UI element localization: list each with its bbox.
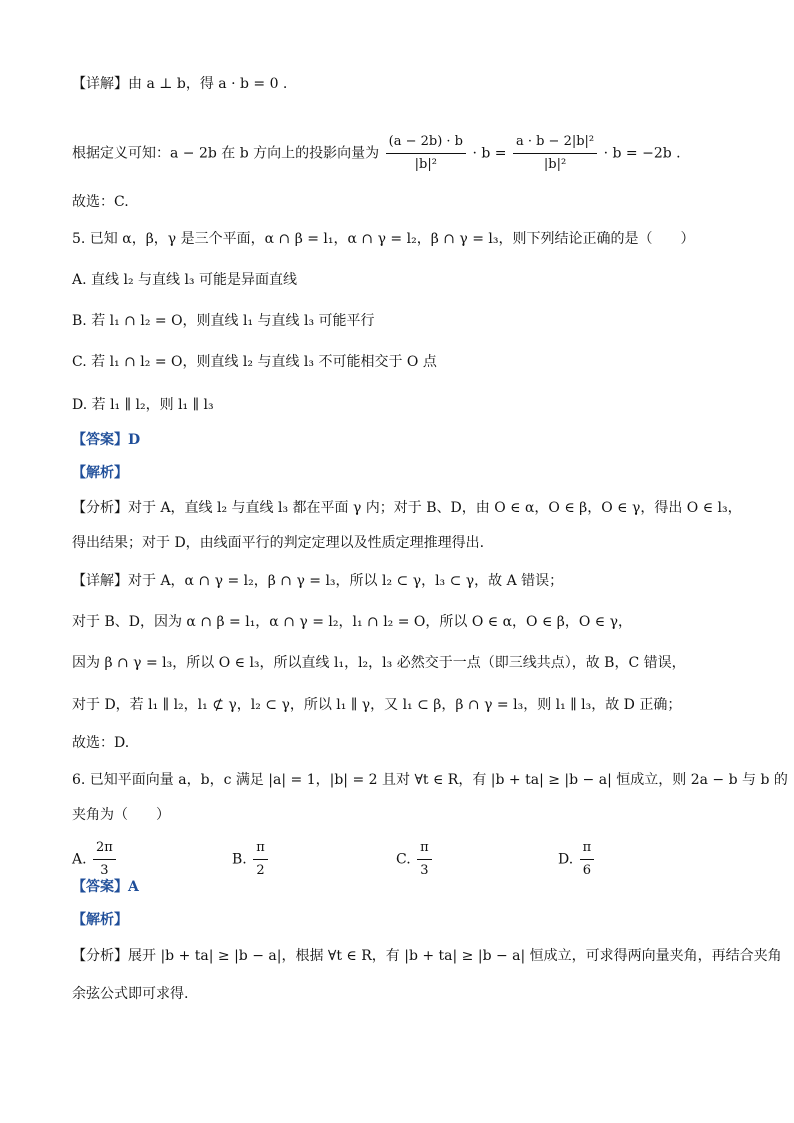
q5-detail-line-3: 因为 β ∩ γ = l₃，所以 O ∈ l₃，所以直线 l₁，l₂，l₃ 必然交于一点（即三线共点），故 B，C 错误， (72, 655, 686, 671)
detail-line-vector: 【详解】由 a ⊥ b，得 a · b = 0 . (72, 76, 288, 92)
fraction-1-denominator: |b|² (414, 157, 437, 172)
q5-analysis-heading: 【解析】 (72, 465, 128, 481)
q5-option-b: B. 若 l₁ ∩ l₂ = O，则直线 l₁ 与直线 l₃ 可能平行 (72, 313, 375, 329)
q6-analysis-line-1: 【分析】展开 |b + ta| ≥ |b − a|，根据 ∀t ∈ R，有 |b + ta| ≥ |b − a| 恒成立，可求得两向量夹角，再结合夹角 (72, 948, 782, 964)
question-6-cont: 夹角为（ ） (72, 807, 170, 823)
fraction-2-denominator: |b|² (543, 157, 567, 172)
q5-detail-line-4: 对于 D，若 l₁ ∥ l₂，l₁ ⊄ γ，l₂ ⊂ γ，所以 l₁ ∥ γ，又 l₁ ⊂ β，β ∩ γ = l₃，则 l₁ ∥ l₃，故 D 正确； (72, 697, 682, 713)
q6-option-c-num: π (417, 838, 432, 860)
q5-detail-line-1: 【详解】对于 A，α ∩ γ = l₂，β ∩ γ = l₃，所以 l₂ ⊂ γ，l₃ ⊂ γ，故 A 错误； (72, 573, 564, 589)
q5-option-c: C. 若 l₁ ∩ l₂ = O，则直线 l₂ 与直线 l₃ 不可能相交于 O 点 (72, 354, 437, 370)
fraction-1 (386, 132, 466, 175)
q6-option-a-den: 3 (100, 863, 109, 878)
q6-option-c (396, 838, 434, 881)
q5-analysis-line-2: 得出结果；对于 D，由线面平行的判定定理以及性质定理推理得出. (72, 535, 485, 551)
q6-option-b-num: π (253, 838, 268, 860)
projection-text: 根据定义可知：a − 2b 在 b 方向上的投影向量为 (72, 145, 380, 162)
q6-option-a-label: A. (72, 851, 87, 868)
q5-detail-line-2: 对于 B、D，因为 α ∩ β = l₁，α ∩ γ = l₂，l₁ ∩ l₂ = O，所以 O ∈ α，O ∈ β，O ∈ γ， (72, 614, 632, 630)
q6-option-d (558, 838, 596, 881)
q5-option-d: D. 若 l₁ ∥ l₂，则 l₁ ∥ l₃ (72, 397, 214, 413)
question-6: 6. 已知平面向量 a，b，c 满足 |a| = 1，|b| = 2 且对 ∀t ∈ R，有 |b + ta| ≥ |b − a| 恒成立，则 2a − b 与 b 的 (72, 772, 788, 788)
q6-option-b-den: 2 (256, 863, 265, 878)
q6-option-d-num: π (580, 838, 595, 860)
q6-option-b-label: B. (232, 851, 247, 868)
fraction-1-numerator: (a − 2b) · b (386, 132, 466, 154)
question-5: 5. 已知 α，β，γ 是三个平面，α ∩ β = l₁，α ∩ γ = l₂，β ∩ γ = l₃，则下列结论正确的是（ ） (72, 231, 695, 247)
q6-option-c-label: C. (396, 851, 411, 868)
fraction-2 (513, 132, 597, 175)
q6-option-c-den: 3 (420, 863, 429, 878)
q6-option-b (232, 838, 270, 881)
q6-option-d-den: 6 (582, 863, 592, 878)
q5-option-a: A. 直线 l₂ 与直线 l₃ 可能是异面直线 (72, 272, 297, 288)
q5-choice-d: 故选：D. (72, 735, 130, 751)
projection-result: · b = −2b . (603, 145, 681, 162)
q6-analysis-line-2: 余弦公式即可求得. (72, 986, 189, 1002)
q5-analysis-line-1: 【分析】对于 A，直线 l₂ 与直线 l₃ 都在平面 γ 内；对于 B、D，由 O ∈ α，O ∈ β，O ∈ γ，得出 O ∈ l₃， (72, 500, 742, 516)
q6-answer-heading: 【答案】A (72, 879, 139, 895)
q6-analysis-heading: 【解析】 (72, 912, 128, 928)
q6-option-d-label: D. (558, 851, 574, 868)
choice-c-line: 故选：C. (72, 194, 129, 210)
q6-option-a-num: 2π (93, 838, 116, 860)
projection-line (72, 132, 734, 175)
equals-sign: · b = (472, 145, 507, 162)
fraction-2-numerator: a · b − 2|b|² (513, 132, 597, 154)
q6-option-a (72, 838, 118, 881)
q5-answer-heading: 【答案】D (72, 432, 141, 448)
